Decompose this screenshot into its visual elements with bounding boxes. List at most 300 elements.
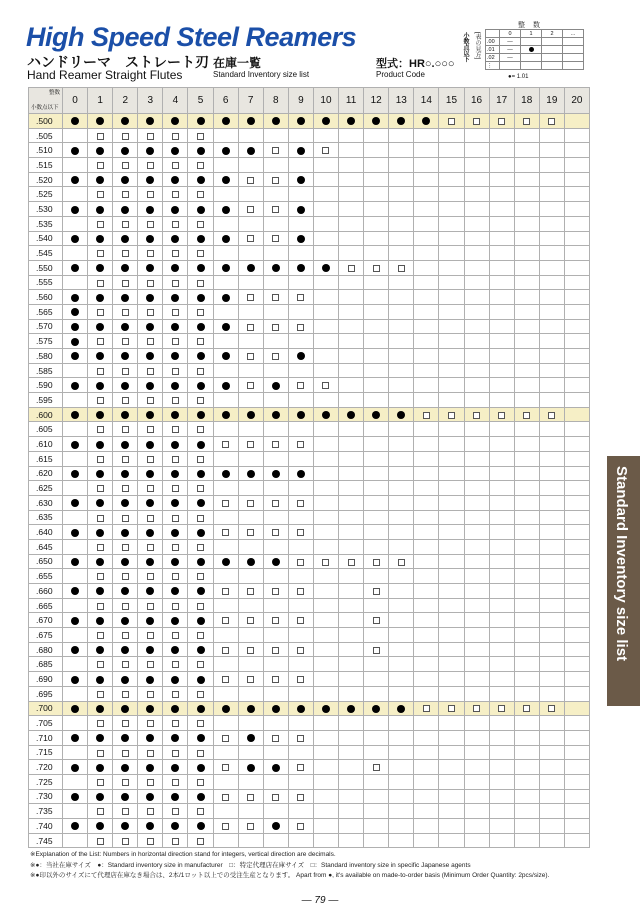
agent-stock-square-icon xyxy=(247,500,254,507)
table-cell xyxy=(539,363,564,378)
table-cell xyxy=(263,246,288,261)
table-cell xyxy=(514,804,539,819)
table-cell xyxy=(263,495,288,510)
table-cell xyxy=(63,613,88,628)
stock-dot-icon xyxy=(222,176,230,184)
table-cell xyxy=(213,275,238,290)
agent-stock-square-icon xyxy=(297,617,304,624)
table-cell xyxy=(163,319,188,334)
agent-stock-square-icon xyxy=(297,823,304,830)
table-cell xyxy=(63,349,88,364)
table-cell xyxy=(564,613,589,628)
table-cell xyxy=(489,701,514,716)
row-label: .540 xyxy=(29,231,63,246)
stock-dot-icon xyxy=(96,117,104,125)
table-cell xyxy=(288,187,313,202)
table-cell xyxy=(539,202,564,217)
table-cell xyxy=(113,422,138,437)
agent-stock-square-icon xyxy=(147,338,154,345)
agent-stock-square-icon xyxy=(222,588,229,595)
table-cell xyxy=(238,319,263,334)
agent-stock-square-icon xyxy=(97,544,104,551)
table-cell xyxy=(263,466,288,481)
agent-stock-square-icon xyxy=(247,206,254,213)
table-cell xyxy=(138,672,163,687)
stock-dot-icon xyxy=(71,308,79,316)
stock-dot-icon xyxy=(96,352,104,360)
table-cell xyxy=(138,349,163,364)
agent-stock-square-icon xyxy=(498,412,505,419)
table-cell xyxy=(88,114,113,129)
agent-stock-square-icon xyxy=(272,588,279,595)
table-cell xyxy=(163,833,188,848)
agent-stock-square-icon xyxy=(122,426,129,433)
table-row xyxy=(29,730,590,745)
table-cell xyxy=(113,231,138,246)
column-header: 20 xyxy=(564,88,589,114)
agent-stock-square-icon xyxy=(222,676,229,683)
table-cell xyxy=(364,290,389,305)
table-cell xyxy=(288,554,313,569)
table-cell xyxy=(489,774,514,789)
row-label: .710 xyxy=(29,730,63,745)
table-cell xyxy=(439,760,464,775)
table-cell xyxy=(188,349,213,364)
table-cell xyxy=(564,334,589,349)
stock-dot-icon xyxy=(96,587,104,595)
agent-stock-square-icon xyxy=(222,529,229,536)
table-cell xyxy=(113,437,138,452)
table-cell xyxy=(364,481,389,496)
table-row xyxy=(29,451,590,466)
table-cell xyxy=(63,216,88,231)
table-cell xyxy=(313,701,338,716)
table-cell xyxy=(163,628,188,643)
table-cell xyxy=(288,378,313,393)
table-cell xyxy=(163,231,188,246)
table-cell xyxy=(464,495,489,510)
model-code-jp: 型式：HR○.○○○ xyxy=(376,58,455,70)
table-cell xyxy=(288,539,313,554)
table-cell xyxy=(514,422,539,437)
table-row xyxy=(29,363,590,378)
table-cell xyxy=(564,833,589,848)
agent-stock-square-icon xyxy=(172,250,179,257)
table-cell xyxy=(88,216,113,231)
table-cell xyxy=(389,378,414,393)
table-cell xyxy=(138,422,163,437)
agent-stock-square-icon xyxy=(297,441,304,448)
table-cell xyxy=(414,613,439,628)
table-cell xyxy=(63,774,88,789)
table-cell xyxy=(113,451,138,466)
table-cell xyxy=(489,584,514,599)
table-row xyxy=(29,393,590,408)
table-cell xyxy=(313,716,338,731)
stock-dot-icon xyxy=(347,705,355,713)
side-tab-label: Standard Inventory size list xyxy=(613,466,630,662)
table-cell xyxy=(414,598,439,613)
table-cell xyxy=(163,701,188,716)
table-cell xyxy=(339,584,364,599)
stock-dot-icon xyxy=(171,558,179,566)
agent-stock-square-icon xyxy=(222,735,229,742)
table-cell xyxy=(489,246,514,261)
agent-stock-square-icon xyxy=(122,397,129,404)
agent-stock-square-icon xyxy=(172,133,179,140)
table-cell xyxy=(564,554,589,569)
table-cell xyxy=(88,290,113,305)
table-row xyxy=(29,774,590,789)
stock-dot-icon xyxy=(121,441,129,449)
table-cell xyxy=(313,613,338,628)
stock-dot-icon xyxy=(71,147,79,155)
agent-stock-square-icon xyxy=(247,353,254,360)
agent-stock-square-icon xyxy=(97,720,104,727)
table-cell xyxy=(414,319,439,334)
row-label: .580 xyxy=(29,349,63,364)
table-cell xyxy=(138,789,163,804)
table-cell xyxy=(514,451,539,466)
agent-stock-square-icon xyxy=(172,515,179,522)
table-cell xyxy=(213,216,238,231)
table-cell xyxy=(213,495,238,510)
agent-stock-square-icon xyxy=(373,588,380,595)
table-cell xyxy=(263,158,288,173)
table-cell xyxy=(113,319,138,334)
stock-dot-icon xyxy=(121,499,129,507)
stock-dot-icon xyxy=(197,529,205,537)
agent-stock-square-icon xyxy=(247,794,254,801)
table-cell xyxy=(138,716,163,731)
stock-dot-icon xyxy=(71,323,79,331)
table-cell xyxy=(213,260,238,275)
table-cell xyxy=(263,672,288,687)
table-cell xyxy=(564,539,589,554)
table-cell xyxy=(163,422,188,437)
table-cell xyxy=(188,525,213,540)
table-cell xyxy=(113,804,138,819)
row-label: .585 xyxy=(29,363,63,378)
table-cell xyxy=(514,158,539,173)
table-cell xyxy=(414,275,439,290)
stock-dot-icon xyxy=(171,352,179,360)
table-cell xyxy=(288,437,313,452)
table-cell xyxy=(263,393,288,408)
table-cell xyxy=(364,760,389,775)
table-cell xyxy=(464,584,489,599)
table-cell xyxy=(88,525,113,540)
table-cell xyxy=(564,172,589,187)
agent-stock-square-icon xyxy=(147,162,154,169)
row-label: .545 xyxy=(29,246,63,261)
table-cell xyxy=(489,730,514,745)
table-cell xyxy=(514,730,539,745)
legend-row: ⋮ xyxy=(486,62,500,70)
agent-stock-square-icon xyxy=(222,823,229,830)
agent-stock-square-icon xyxy=(247,235,254,242)
table-cell xyxy=(364,804,389,819)
table-row xyxy=(29,202,590,217)
table-cell xyxy=(389,525,414,540)
table-cell xyxy=(539,833,564,848)
table-cell xyxy=(313,774,338,789)
row-label: .610 xyxy=(29,437,63,452)
table-cell xyxy=(364,304,389,319)
stock-dot-icon xyxy=(96,558,104,566)
table-cell xyxy=(213,451,238,466)
agent-stock-square-icon xyxy=(498,705,505,712)
stock-dot-icon xyxy=(171,587,179,595)
table-cell xyxy=(539,584,564,599)
table-cell xyxy=(564,407,589,422)
column-header: 15 xyxy=(439,88,464,114)
table-cell xyxy=(439,701,464,716)
agent-stock-square-icon xyxy=(122,515,129,522)
table-cell xyxy=(313,569,338,584)
table-cell xyxy=(88,716,113,731)
table-cell xyxy=(389,481,414,496)
table-cell xyxy=(238,495,263,510)
table-cell xyxy=(88,158,113,173)
stock-dot-icon xyxy=(71,294,79,302)
table-cell xyxy=(263,701,288,716)
table-cell xyxy=(464,466,489,481)
stock-dot-icon xyxy=(146,617,154,625)
agent-stock-square-icon xyxy=(97,368,104,375)
agent-stock-square-icon xyxy=(122,133,129,140)
table-cell xyxy=(389,172,414,187)
table-cell xyxy=(163,363,188,378)
table-cell xyxy=(539,525,564,540)
table-cell xyxy=(263,525,288,540)
table-cell xyxy=(163,216,188,231)
table-cell xyxy=(389,701,414,716)
stock-dot-icon xyxy=(171,793,179,801)
stock-dot-icon xyxy=(197,382,205,390)
agent-stock-square-icon xyxy=(297,500,304,507)
column-header: 3 xyxy=(138,88,163,114)
agent-stock-square-icon xyxy=(147,661,154,668)
agent-stock-square-icon xyxy=(247,617,254,624)
table-cell xyxy=(88,246,113,261)
table-cell xyxy=(313,216,338,231)
row-label: .505 xyxy=(29,128,63,143)
table-cell xyxy=(389,539,414,554)
agent-stock-square-icon xyxy=(297,735,304,742)
table-cell xyxy=(364,334,389,349)
table-cell xyxy=(439,716,464,731)
stock-dot-icon xyxy=(146,587,154,595)
stock-dot-icon xyxy=(121,734,129,742)
agent-stock-square-icon xyxy=(548,705,555,712)
table-cell xyxy=(514,172,539,187)
table-cell xyxy=(439,275,464,290)
table-cell xyxy=(414,628,439,643)
table-cell xyxy=(564,393,589,408)
table-cell xyxy=(539,393,564,408)
table-cell xyxy=(63,657,88,672)
table-cell xyxy=(489,598,514,613)
table-row xyxy=(29,143,590,158)
agent-stock-square-icon xyxy=(272,529,279,536)
table-cell xyxy=(364,745,389,760)
table-row xyxy=(29,598,590,613)
table-cell xyxy=(163,143,188,158)
table-cell xyxy=(364,774,389,789)
table-cell xyxy=(138,760,163,775)
agent-stock-square-icon xyxy=(147,544,154,551)
table-cell xyxy=(238,422,263,437)
table-row xyxy=(29,422,590,437)
table-cell xyxy=(539,539,564,554)
table-cell xyxy=(238,613,263,628)
table-cell xyxy=(389,363,414,378)
agent-stock-square-icon xyxy=(197,544,204,551)
table-cell xyxy=(113,716,138,731)
stock-dot-icon xyxy=(197,294,205,302)
table-cell xyxy=(514,495,539,510)
table-cell xyxy=(339,525,364,540)
table-cell xyxy=(439,481,464,496)
table-cell xyxy=(288,819,313,834)
table-cell xyxy=(439,128,464,143)
table-cell xyxy=(414,128,439,143)
stock-dot-icon xyxy=(121,294,129,302)
stock-dot-icon xyxy=(121,676,129,684)
table-cell xyxy=(464,598,489,613)
table-cell xyxy=(514,334,539,349)
table-cell xyxy=(489,363,514,378)
agent-stock-square-icon xyxy=(473,705,480,712)
table-cell xyxy=(238,569,263,584)
table-cell xyxy=(188,172,213,187)
stock-dot-icon xyxy=(171,294,179,302)
table-cell xyxy=(313,246,338,261)
agent-stock-square-icon xyxy=(398,265,405,272)
table-cell xyxy=(188,819,213,834)
table-cell xyxy=(414,114,439,129)
table-cell xyxy=(138,393,163,408)
table-cell xyxy=(88,172,113,187)
table-cell xyxy=(213,701,238,716)
row-label: .745 xyxy=(29,833,63,848)
table-row xyxy=(29,260,590,275)
table-cell xyxy=(213,525,238,540)
table-cell xyxy=(263,774,288,789)
table-cell xyxy=(288,657,313,672)
table-cell xyxy=(364,172,389,187)
stock-dot-icon xyxy=(222,705,230,713)
table-cell xyxy=(188,231,213,246)
table-cell xyxy=(389,275,414,290)
table-cell xyxy=(163,290,188,305)
table-cell xyxy=(238,819,263,834)
table-cell xyxy=(389,319,414,334)
agent-stock-square-icon xyxy=(197,838,204,845)
table-cell xyxy=(113,628,138,643)
table-cell xyxy=(238,143,263,158)
table-cell xyxy=(439,172,464,187)
table-cell xyxy=(364,187,389,202)
table-cell xyxy=(464,128,489,143)
column-header: 7 xyxy=(238,88,263,114)
stock-dot-icon xyxy=(146,323,154,331)
table-cell xyxy=(339,730,364,745)
table-cell xyxy=(539,158,564,173)
column-header: 12 xyxy=(364,88,389,114)
table-cell xyxy=(113,143,138,158)
table-cell xyxy=(564,143,589,158)
row-label: .615 xyxy=(29,451,63,466)
table-cell xyxy=(188,158,213,173)
table-cell xyxy=(113,393,138,408)
table-cell xyxy=(489,437,514,452)
stock-dot-icon xyxy=(197,117,205,125)
table-cell xyxy=(439,525,464,540)
table-cell xyxy=(113,657,138,672)
table-cell xyxy=(464,745,489,760)
table-cell xyxy=(313,437,338,452)
stock-dot-icon xyxy=(146,764,154,772)
stock-dot-icon xyxy=(71,676,79,684)
table-cell xyxy=(414,789,439,804)
table-cell xyxy=(489,481,514,496)
table-cell xyxy=(113,466,138,481)
table-cell xyxy=(464,539,489,554)
column-header: 11 xyxy=(339,88,364,114)
stock-dot-icon xyxy=(146,734,154,742)
agent-stock-square-icon xyxy=(197,515,204,522)
agent-stock-square-icon xyxy=(172,573,179,580)
table-cell xyxy=(514,275,539,290)
table-cell xyxy=(489,539,514,554)
table-cell xyxy=(539,701,564,716)
stock-dot-icon xyxy=(222,352,230,360)
table-cell xyxy=(514,481,539,496)
agent-stock-square-icon xyxy=(147,515,154,522)
table-row xyxy=(29,804,590,819)
table-cell xyxy=(364,730,389,745)
table-cell xyxy=(313,819,338,834)
table-cell xyxy=(489,525,514,540)
stock-dot-icon xyxy=(96,206,104,214)
table-cell xyxy=(364,378,389,393)
table-cell xyxy=(464,378,489,393)
table-cell xyxy=(113,642,138,657)
stock-dot-icon xyxy=(96,264,104,272)
stock-dot-icon xyxy=(372,705,380,713)
table-cell xyxy=(238,202,263,217)
column-header: 0 xyxy=(63,88,88,114)
stock-dot-icon xyxy=(171,705,179,713)
table-cell xyxy=(63,672,88,687)
table-cell xyxy=(339,128,364,143)
table-cell xyxy=(288,334,313,349)
legend-col: 2 xyxy=(542,30,563,38)
table-cell xyxy=(238,525,263,540)
table-cell xyxy=(389,598,414,613)
table-cell xyxy=(464,554,489,569)
table-cell xyxy=(489,290,514,305)
table-cell xyxy=(439,657,464,672)
stock-dot-icon xyxy=(197,441,205,449)
table-cell xyxy=(389,495,414,510)
table-cell xyxy=(439,686,464,701)
agent-stock-square-icon xyxy=(222,647,229,654)
stock-dot-icon xyxy=(347,411,355,419)
table-cell xyxy=(313,143,338,158)
